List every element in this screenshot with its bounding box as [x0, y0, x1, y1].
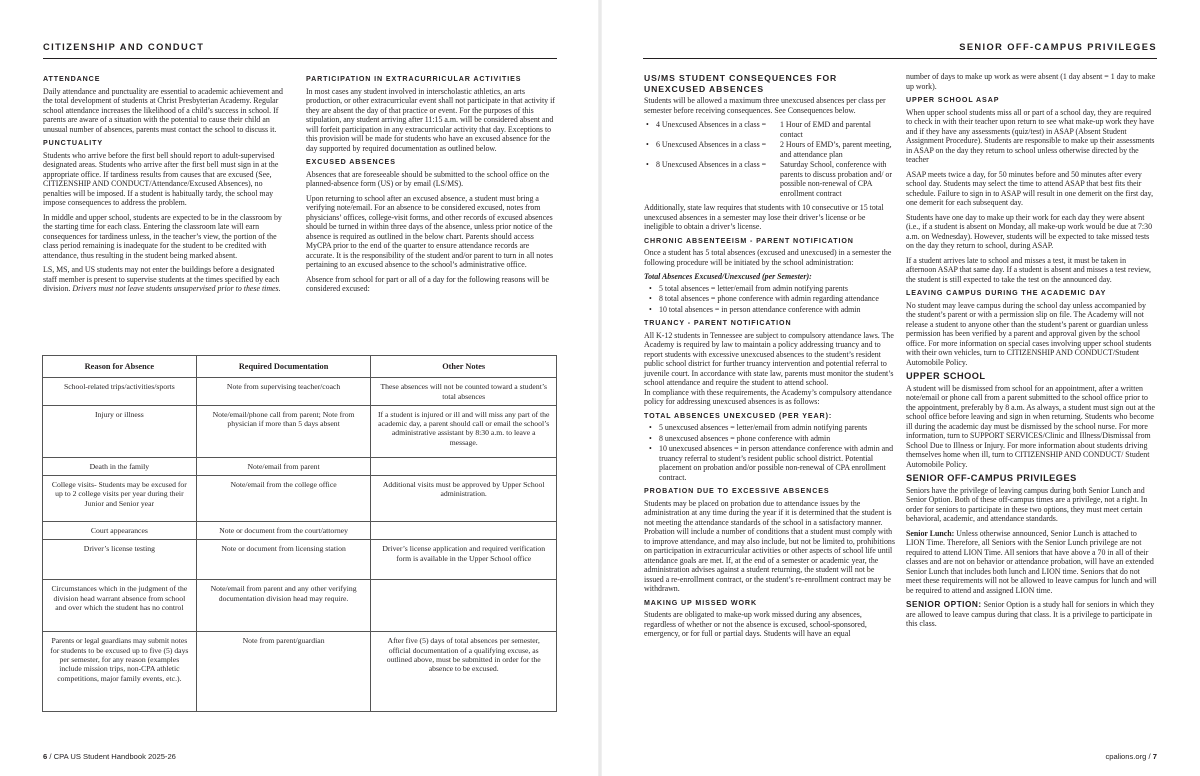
consequence-count: • 8 Unexcused Absences in a class =	[656, 160, 767, 169]
makeup-heading: MAKING UP MISSED WORK	[644, 598, 757, 607]
senior-lunch-label: Senior Lunch:	[906, 528, 955, 538]
asap-paragraph-3: Students have one day to make up their work for each day they were absent (i.e., if a student is absent on Monday, all make-up work would be due at 7:30 a.m. on Wednesday). However, students will be expected to take missed tests on the day they return to school, during ASAP.	[906, 212, 1153, 250]
table-cell: School-related trips/activities/sports	[43, 378, 197, 406]
truancy-subhead: TOTAL ABSENCES UNEXCUSED (PER YEAR):	[644, 411, 833, 420]
table-header-notes: Other Notes	[371, 356, 557, 378]
punctuality-paragraph-1: Students who arrive before the first bell should report to adult-supervised designated areas. Students who arrive after the first bell must sign in at the appropriate office. If tardiness results from causes that are excused (See, CITIZENSHIP AND CONDUCT/Attendance/Excused Absences), no penalties will be imposed. If a student is habitually tardy, the school may impose consequences to address the problem.	[43, 150, 279, 207]
table-cell	[371, 457, 557, 475]
truancy-paragraph-2: In compliance with these requirements, the Academy’s compulsory attendance policy for addressing unexcused absences is as follows:	[644, 387, 892, 406]
senior-lunch-paragraph	[906, 529, 1157, 596]
table-cell: Driver’s license application and required verification form is available in the Upper School office	[371, 540, 557, 580]
probation-paragraph: Students may be placed on probation due to attendance issues by the administration at any time during the year if it is determined that the student is not meeting the attendance standards of the school in a satisfactory manner. Probation will include a number of conditions that a student must comply with to improve attendance, and may also include, but not be limited to, prohibitions on participation in extracurricular activities or other aspects of school life until attendance goals are met. If, at the end of a semester or academic year, the administration advises against a student returning, the student will not be issued a re-enrollment contract, or the student’s re-enrollment contract may be withdrawn.	[644, 498, 895, 593]
punctuality-p3-text: LS, MS, and US students may not enter the buildings before a designated staff member is present to supervise students at the times specified by each division.	[43, 265, 280, 293]
senior-option-paragraph	[906, 600, 1157, 629]
truancy-heading: TRUANCY - PARENT NOTIFICATION	[644, 319, 792, 327]
running-head-right: SENIOR OFF-CAMPUS PRIVILEGES	[959, 42, 1157, 52]
header-rule	[643, 58, 1157, 59]
attendance-heading: ATTENDANCE	[43, 75, 101, 83]
consequence-result: Saturday School, conference with parents to discuss probation and/ or possible non-renewal of CPA enrollment contract	[780, 160, 892, 198]
consequences-intro: Students will be allowed a maximum three unexcused absences per class per semester before receiving consequences. See Consequences below.	[644, 96, 886, 115]
upper-school-paragraph: A student will be dismissed from school for an appointment, after a written note/email or phone call from a parent submitted to the school office prior to the appointment, preferably by 8 a.m. As always, a student must sign out at the school office before leaving and sign in when returning. Students who become ill during the academic day must be dismissed by the school nurse. For more information, turn to SUPPORT SERVICES/Clinic and Illness/Dismissal from School Due to Illness or Injury. For more information about students driving themselves home when ill, turn to CITIZENSHIP AND CONDUCT/ Student Automobile Policy.	[906, 383, 1155, 469]
list-item: • 5 unexcused absences = letter/email from admin notifying parents	[659, 423, 895, 433]
table-cell: If a student is injured or ill and will miss any part of the academic day, a parent should call or email the school’s administrative assistant by 8:30 a.m. to leave a message.	[371, 405, 557, 457]
asap-paragraph-2: ASAP meets twice a day, for 50 minutes before and 50 minutes after every school day. Students may select the time to attend ASAP that best fits their schedule. Failure to sign in to ASAP will result in one demerit on the first day, one demerit for each subsequent day.	[906, 169, 1154, 207]
table-cell: These absences will not be counted toward a student’s total absences	[371, 378, 557, 406]
senior-privileges-heading: SENIOR OFF-CAMPUS PRIVILEGES	[906, 473, 1077, 483]
table-cell: Death in the family	[43, 457, 197, 475]
table-cell: Note or document from the court/attorney	[196, 522, 371, 540]
running-head-left: CITIZENSHIP AND CONDUCT	[43, 42, 205, 52]
table-row	[43, 540, 557, 580]
consequence-result: 2 Hours of EMD’s, parent meeting, and attendance plan	[780, 140, 892, 159]
table-header-documentation: Required Documentation	[196, 356, 371, 378]
table-cell: Driver’s license testing	[43, 540, 197, 580]
table-header-row	[43, 356, 557, 378]
table-row	[43, 632, 557, 712]
senior-option-text: Senior Option is a study hall for seniors in which they are allowed to leave campus during that class. It is a privilege to participate in this class.	[906, 600, 1155, 628]
table-header-reason: Reason for Absence	[43, 356, 197, 378]
right-column-2	[906, 72, 1157, 634]
chronic-subhead: Total Absences Excused/Unexcused (per Semester):	[644, 272, 812, 281]
table-cell: Note/email from the college office	[196, 476, 371, 522]
page-number-left: 6	[43, 752, 48, 761]
truancy-paragraph-1: All K-12 students in Tennessee are subject to compulsory attendance laws. The Academy is required by law to maintain a policy addressing truancy and to report students with excessive unexcused absences to the student’s resident public school district for further truancy intervention and potential referral to juvenile court. In accordance with state law, parents must monitor the student’s school attendance and require the student to attend school.	[644, 330, 894, 387]
excused-paragraph-1: Absences that are foreseeable should be submitted to the school office on the planned-absence form (US) or by email (LS/MS).	[306, 169, 550, 188]
table-row	[43, 405, 557, 457]
makeup-paragraph: Students are obligated to make-up work missed during any absences, regardless of whether or not the absence is excused, school-sponsored, emergency, or for full or partial days. Students will have an equal	[644, 610, 867, 638]
chronic-list	[644, 284, 895, 315]
footer-right	[1105, 752, 1157, 761]
consequence-count: • 6 Unexcused Absences in a class =	[656, 140, 767, 149]
extracurricular-paragraph: In most cases any student involved in interscholastic athletics, an arts production, or other extracurricular event shall not participate in that activity if they are absent the day of that practice or event. For the purposes of this stipulation, any student arriving after 11:15 a.m. will be considered absent and will forfeit participation in any extracurricular activity that day. Exceptions to this provision will be made for students who have an excused absence for the day supported by required documentation as outlined below.	[306, 86, 555, 153]
extracurricular-heading: PARTICIPATION IN EXTRACURRICULAR ACTIVITIES	[306, 75, 522, 83]
left-column-1	[43, 72, 290, 299]
senior-privileges-paragraph: Seniors have the privilege of leaving campus during both Senior Lunch and Senior Option. Both of these off-campus times are a privilege, not a right. In order for seniors to participate in these two options, they must meet certain behavioral, academic, and attendance standards.	[906, 485, 1148, 523]
attendance-paragraph: Daily attendance and punctuality are essential to academic achievement and the total development of students at Christ Presbyterian Academy. Regular school attendance increases the likelihood of a child’s success in school. If parents are aware of a situation with the potential to cause their child an unusual number of absences, parents must contact the school to discuss it.	[43, 86, 283, 134]
table-row	[43, 378, 557, 406]
footer-left	[43, 752, 176, 761]
punctuality-heading: PUNCTUALITY	[43, 139, 103, 147]
excused-paragraph-2: Upon returning to school after an excused absence, a student must bring a verifying note/email. For an absence to be considered excused, notes from physicians’ offices, college-visit forms, and other records of excused absences should be turned in within three days of the absence, unless prior notice of the absence is required as outlined in the below chart. Parents should access MyCPA prior to the end of the quarter to ensure attendance records are accurate. It is the responsibility of the student and/or parent to turn in all notes pertaining to an excused absence to the school’s administrative office.	[306, 193, 553, 269]
right-column-1	[644, 73, 895, 644]
list-item: • 8 unexcused absences = phone conference with admin	[659, 434, 895, 444]
punctuality-p3-italic: Drivers must not leave students unsupervised prior to these times.	[72, 284, 281, 293]
probation-heading: PROBATION DUE TO EXCESSIVE ABSENCES	[644, 487, 830, 495]
table-cell: Note/email/phone call from parent; Note from physician if more than 5 days absent	[196, 405, 371, 457]
makeup-continued: number of days to make up work as were absent (1 day absent = 1 day to make up work).	[906, 72, 1156, 91]
table-cell: Note or document from licensing station	[196, 540, 371, 580]
list-item: • 8 total absences = phone conference with admin regarding attendance	[659, 294, 895, 304]
footer-title: CPA US Student Handbook 2025-26	[53, 752, 176, 761]
left-column-2	[306, 72, 557, 299]
footer-separator: /	[49, 752, 52, 761]
footer-site: cpalions.org	[1105, 752, 1147, 761]
chronic-paragraph: Once a student has 5 total absences (excused and unexcused) in a semester the following procedure will be initiated by the school administration:	[644, 248, 892, 267]
header-rule	[43, 58, 557, 59]
table-row	[43, 580, 557, 632]
table-cell: Circumstances which in the judgment of the division head warrant absence from school and over which the student has no control	[43, 580, 197, 632]
list-item	[656, 140, 895, 159]
upper-school-heading: UPPER SCHOOL	[906, 371, 986, 381]
table-row	[43, 457, 557, 475]
footer-separator: /	[1148, 752, 1151, 761]
truancy-list	[644, 423, 895, 482]
consequence-count: • 4 Unexcused Absences in a class =	[656, 120, 767, 129]
senior-lunch-text: Unless otherwise announced, Senior Lunch is attached to LION Time. Therefore, all Seniors with the Senior Lunch privilege are not required to attend LION Time. All seniors that have above a 70 in all of their classes and are not on behavior or attendance probation, will have an extended Senior Lunch that includes both lunch and LION time. Seniors that do not meet these requirements will not be allowed to leave campus for lunch and will be required to attend and assigned LION time.	[906, 528, 1157, 595]
table-cell	[371, 522, 557, 540]
chronic-heading: CHRONIC ABSENTEEISM - PARENT NOTIFICATION	[644, 236, 854, 245]
punctuality-paragraph-2: In middle and upper school, students are expected to be in the classroom by the starting time for each class. Entering the classroom late will earn consequences for tardiness unless, in the teacher’s view, the portion of the class period remaining is inadequate for the student to be credited with attendance, thus resulting in the student being marked absent.	[43, 212, 282, 260]
excused-absence-table	[42, 355, 557, 712]
table-cell: Parents or legal guardians may submit notes for students to be excused up to five (5) days per semester, for any reason (examples include mission trips, non-CPA athletic competitions, major family events, etc.).	[43, 632, 197, 712]
table-cell: Additional visits must be approved by Upper School administration.	[371, 476, 557, 522]
table-cell: Note/email from parent	[196, 457, 371, 475]
leaving-campus-heading: LEAVING CAMPUS DURING THE ACADEMIC DAY	[906, 289, 1107, 297]
list-item: • 5 total absences = letter/email from admin notifying parents	[659, 284, 895, 294]
asap-paragraph-1: When upper school students miss all or part of a school day, they are required to check in with their teacher upon return to see what make-up work they have and if they have any assessments (quiz/test) in ASAP (Absent Student Assignment Procedure). Students are responsible to make up their assessments in ASAP on the day they return to school unless otherwise directed by the teacher	[906, 107, 1155, 164]
table-row	[43, 522, 557, 540]
list-item: • 10 unexcused absences = in person attendance conference with admin and truancy referral to student’s resident public school district. Potential placement on probation and/or possible non-renewal of CPA enrollment contract.	[659, 444, 895, 482]
list-item: • 10 total absences = in person attendance conference with admin	[659, 305, 895, 315]
table-cell	[371, 580, 557, 632]
table-cell: College visits- Students may be excused for up to 2 college visits per year during their Junior and Senior year	[43, 476, 197, 522]
list-item	[656, 160, 895, 198]
excused-paragraph-3: Absence from school for part or all of a day for the following reasons will be considered excused:	[306, 274, 550, 293]
asap-paragraph-4: If a student arrives late to school and misses a test, it must be taken in afternoon ASAP that same day. If a student is absent and misses a test review, the student is still expected to take the test on the announced day.	[906, 255, 1151, 284]
page-number-right: 7	[1152, 752, 1157, 761]
senior-option-label: SENIOR OPTION:	[906, 599, 982, 609]
punctuality-paragraph-3	[43, 265, 290, 294]
consequences-list	[644, 120, 895, 198]
table-cell: Note/email from parent and any other verifying documentation division head may require.	[196, 580, 371, 632]
right-page	[600, 0, 1200, 776]
table-row	[43, 476, 557, 522]
table-cell: After five (5) days of total absences per semester, official documentation of a qualifying excuse, as outlined above, must be submitted in order for the absence to be excused.	[371, 632, 557, 712]
state-law-paragraph: Additionally, state law requires that students with 10 consecutive or 15 total unexcused absences in a semester may lose their driver’s license or be ineligible to obtain a driver’s license.	[644, 203, 884, 231]
consequences-heading: US/MS STUDENT CONSEQUENCES FOR UNEXCUSED ABSENCES	[644, 73, 838, 94]
table-cell: Injury or illness	[43, 405, 197, 457]
table-cell: Court appearances	[43, 522, 197, 540]
list-item	[656, 120, 895, 139]
table-cell: Note from supervising teacher/coach	[196, 378, 371, 406]
asap-heading: UPPER SCHOOL ASAP	[906, 96, 1000, 104]
leaving-campus-paragraph: No student may leave campus during the school day unless accompanied by the student’s parent or with a permission slip on file. The Academy will not release a student to anyone other than the student’s parent or guardian unless permission has been verified by a parent and approval given by the school office. For more information on special cases involving upper school students with their own vehicles, turn to CITIZENSHIP AND CONDUCT/Student Automobile Policy.	[906, 300, 1152, 367]
consequence-result: 1 Hour of EMD and parental contact	[780, 120, 871, 139]
table-cell: Note from parent/guardian	[196, 632, 371, 712]
excused-heading: EXCUSED ABSENCES	[306, 158, 396, 166]
